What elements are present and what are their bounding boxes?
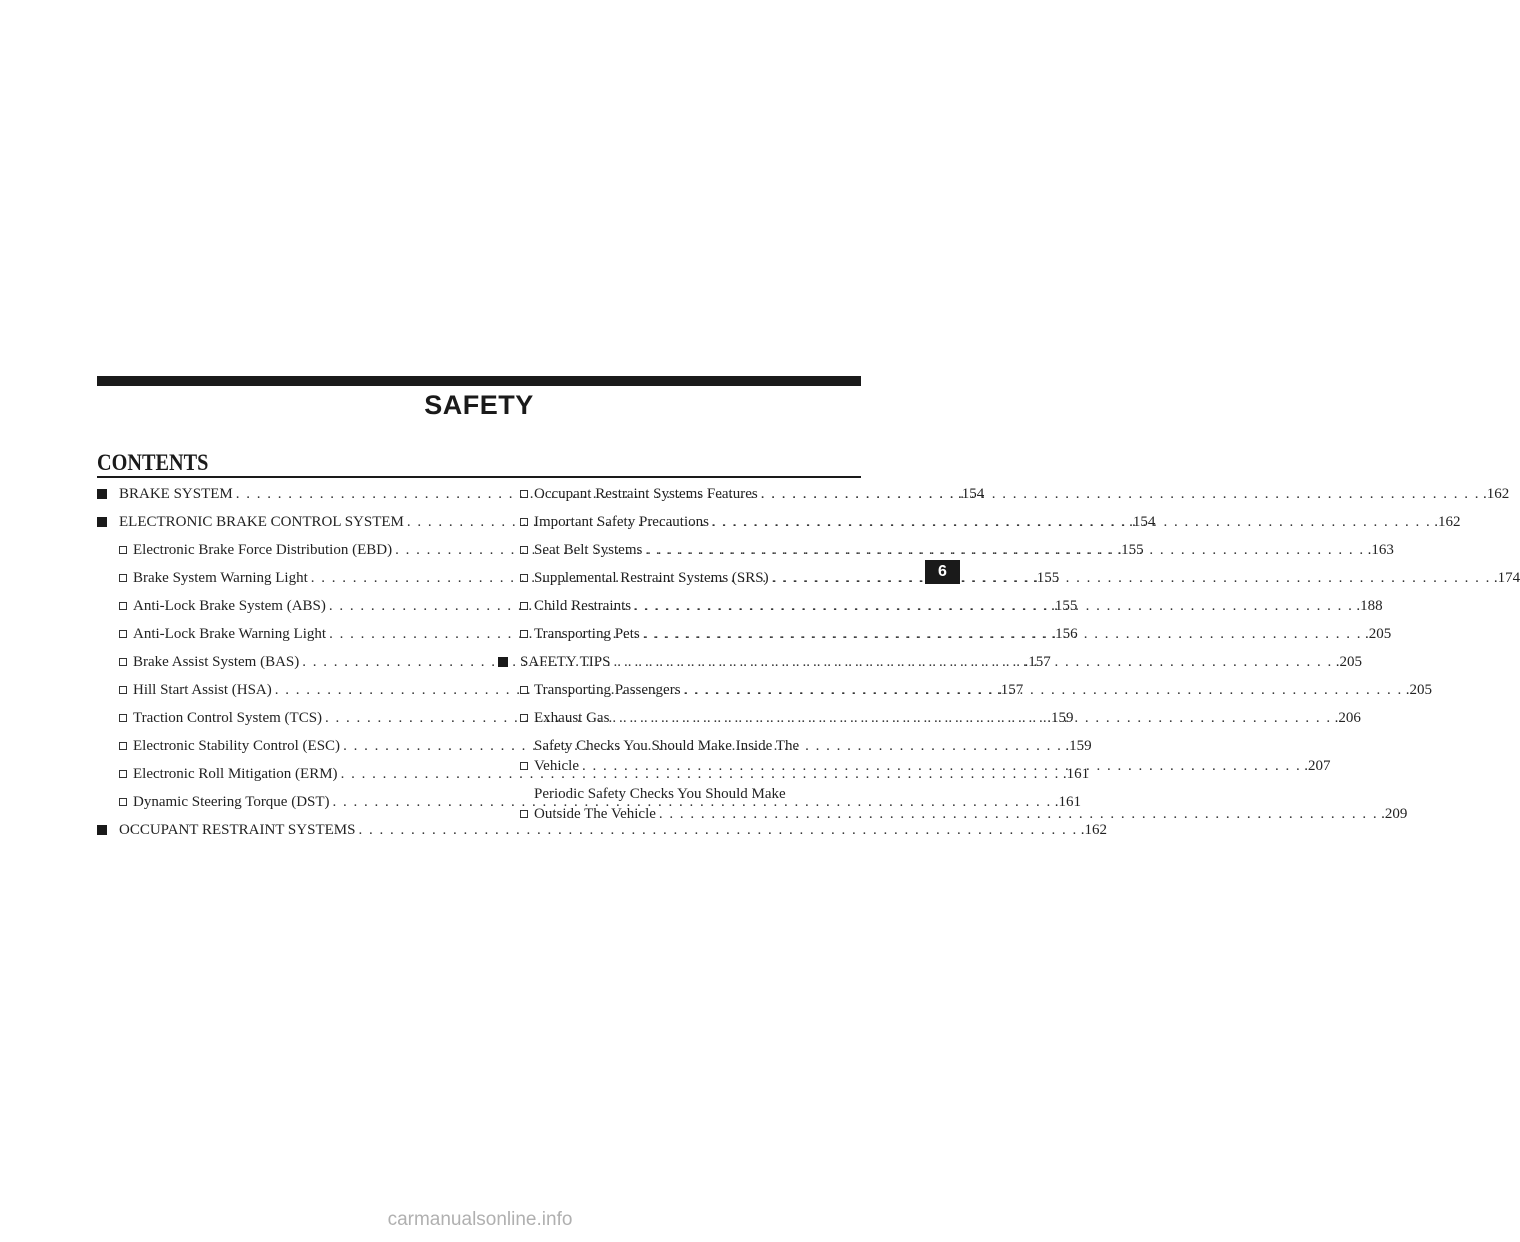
toc-entry-page: .159 — [1065, 738, 1092, 754]
toc-entry-label: ELECTRONIC BRAKE CONTROL SYSTEM — [119, 514, 404, 530]
subsection-bullet-icon — [119, 540, 133, 560]
toc-entry-page: .174 — [1493, 570, 1520, 586]
dot-leader — [684, 680, 1403, 700]
toc-entry-label: Traction Control System (TCS) — [133, 710, 323, 726]
toc-entry-page: .154 — [1129, 514, 1156, 530]
subsection-bullet-icon — [520, 624, 534, 644]
toc-entry-label: BRAKE SYSTEM — [119, 486, 233, 502]
section-bullet-icon — [498, 652, 520, 672]
section-bullet-icon — [97, 820, 119, 840]
toc-entry-label: Dynamic Steering Torque (DST) — [133, 794, 330, 810]
subsection-bullet-icon — [520, 756, 534, 776]
subsection-bullet-icon — [119, 680, 133, 700]
dot-leader — [612, 708, 1331, 728]
dot-leader — [613, 652, 1332, 672]
toc-entry-page: .162 — [1434, 514, 1461, 530]
section-bullet-icon — [97, 484, 119, 504]
subsection-bullet-icon — [520, 568, 534, 588]
toc-entry-page: .206 — [1334, 710, 1361, 726]
toc-entry-page: .205 — [1335, 654, 1362, 670]
dot-leader — [659, 804, 1378, 824]
toc-entry-page: .155 — [1033, 570, 1060, 586]
contents-rule — [97, 476, 861, 478]
toc-entry-label: Exhaust Gas — [534, 710, 610, 726]
contents-heading: CONTENTS — [97, 450, 209, 475]
subsection-bullet-icon — [119, 708, 133, 728]
toc-entry-label: Safety Checks You Should Make Inside The — [534, 738, 800, 754]
toc-entry-page: .156 — [1051, 626, 1078, 642]
toc-entry-page: .155 — [1051, 598, 1078, 614]
subsection-bullet-icon — [119, 764, 133, 784]
toc-entry-label: SAFETY TIPS — [520, 654, 611, 670]
toc-entry-page: .205 — [1405, 682, 1433, 698]
toc-entry-label: Child Restraints — [534, 598, 632, 614]
toc-entry-label: Anti-Lock Brake Warning Light — [133, 626, 327, 642]
toc-entry-label: Brake Assist System (BAS) — [133, 654, 300, 670]
toc-entry-label-continued: Outside The Vehicle — [534, 806, 656, 822]
toc-entry-page: .162 — [1482, 486, 1510, 502]
toc-entry-label: Electronic Roll Mitigation (ERM) — [133, 766, 338, 782]
toc-entry-page: .157 — [1024, 654, 1051, 670]
toc-entry-label: Electronic Brake Force Distribution (EBD) — [133, 542, 393, 558]
toc-entry-label-continued: Vehicle — [534, 758, 579, 774]
subsection-bullet-icon — [520, 540, 534, 560]
subsection-bullet-icon — [520, 708, 534, 728]
toc-entry-page: .205 — [1364, 626, 1392, 642]
toc-entry-page: .157 — [997, 682, 1024, 698]
toc-entry-page: .209 — [1381, 806, 1408, 822]
toc-entry-label: Supplemental Restraint Systems (SRS) — [534, 570, 769, 586]
toc-entry-label: Occupant Restraint Systems Features — [534, 486, 758, 502]
subsection-bullet-icon — [119, 568, 133, 588]
toc-entry-label: Periodic Safety Checks You Should Make — [534, 786, 786, 802]
toc-entry-page: .161 — [1054, 794, 1082, 810]
chapter-tab[interactable]: 6 — [925, 560, 960, 584]
section-bullet-icon — [97, 512, 119, 532]
toc-entry-label: Seat Belt Systems — [534, 542, 643, 558]
dot-leader — [643, 624, 1362, 644]
toc-entry-page: .154 — [958, 486, 985, 502]
toc-entry-label: OCCUPANT RESTRAINT SYSTEMS — [119, 822, 356, 838]
watermark: carmanualsonline.info — [387, 1209, 573, 1230]
subsection-bullet-icon — [520, 680, 534, 700]
toc-entry-label: Transporting Pets — [534, 626, 640, 642]
toc-entry-page: .162 — [1080, 822, 1107, 838]
dot-leader — [645, 540, 1364, 560]
toc-entry-page: .155 — [1117, 542, 1144, 558]
dot-leader — [712, 512, 1431, 532]
toc-entry-label: Brake System Warning Light — [133, 570, 308, 586]
toc-entry-label: Electronic Stability Control (ESC) — [133, 738, 341, 754]
subsection-bullet-icon — [119, 652, 133, 672]
subsection-bullet-icon — [520, 484, 534, 504]
toc-entry-label: Hill Start Assist (HSA) — [133, 682, 272, 698]
subsection-bullet-icon — [520, 596, 534, 616]
subsection-bullet-icon — [119, 736, 133, 756]
dot-leader — [634, 596, 1353, 616]
toc-entry-page: .161 — [1062, 766, 1090, 782]
subsection-bullet-icon — [520, 512, 534, 532]
toc-entry-label: Important Safety Precautions — [534, 514, 709, 530]
subsection-bullet-icon — [520, 804, 534, 824]
toc-entry-label: Transporting Passengers — [534, 682, 681, 698]
toc-entry-page: .188 — [1356, 598, 1383, 614]
toc-entry-label: Anti-Lock Brake System (ABS) — [133, 598, 326, 614]
toc-entry-page: .159 — [1047, 710, 1074, 726]
dot-leader — [761, 484, 1480, 504]
toc-entry-page: .207 — [1304, 758, 1331, 774]
subsection-bullet-icon — [119, 624, 133, 644]
toc-entry-page: .163 — [1367, 542, 1394, 558]
subsection-bullet-icon — [119, 792, 133, 812]
dot-leader — [772, 568, 1491, 588]
chapter-top-rule — [97, 376, 861, 386]
toc-entry[interactable] — [97, 820, 1107, 840]
dot-leader — [582, 756, 1301, 776]
subsection-bullet-icon — [119, 596, 133, 616]
chapter-title: SAFETY — [424, 390, 534, 420]
